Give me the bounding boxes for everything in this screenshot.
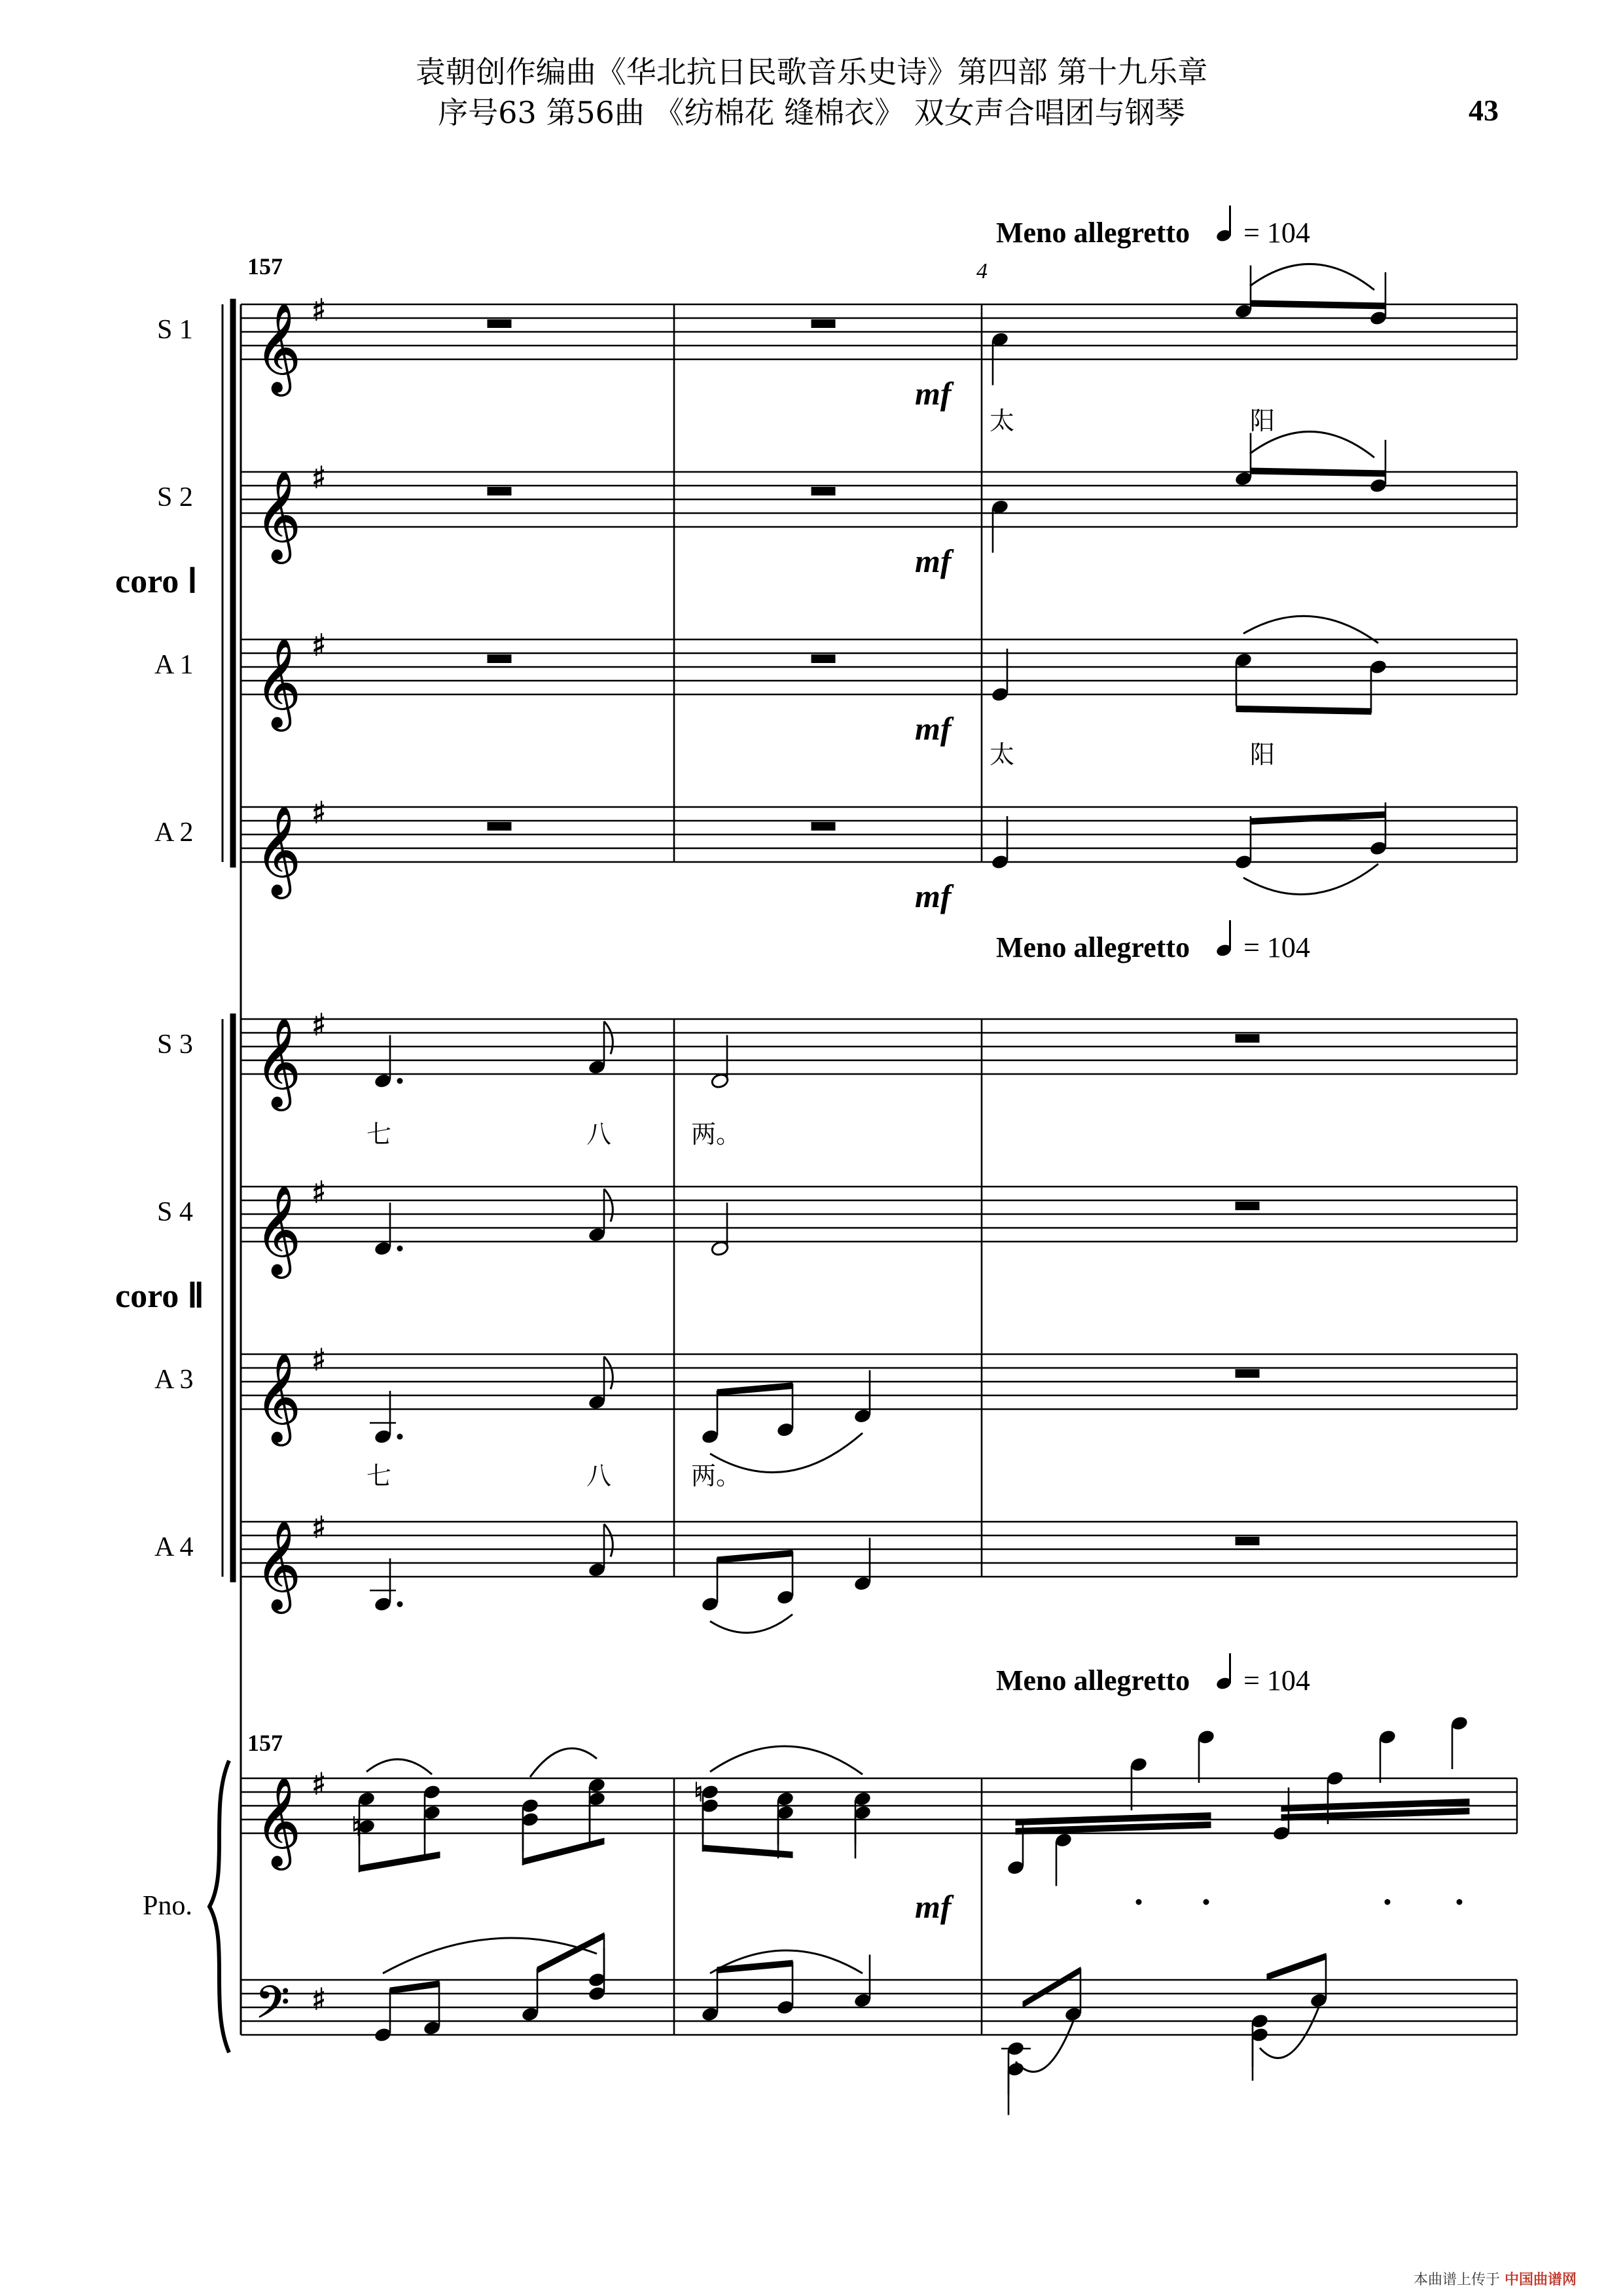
staff-label-s2: S 2 — [157, 482, 193, 512]
page-number: 43 — [1469, 94, 1499, 127]
tempo-text: Meno allegretto — [996, 1664, 1190, 1696]
lyric-a1-2: 阳 — [1250, 740, 1275, 769]
dot — [397, 1434, 402, 1439]
slur — [710, 1615, 793, 1633]
staff-label-a1: A 1 — [154, 650, 194, 680]
staccato-dot — [1204, 1899, 1209, 1905]
treble-clef-icon: 𝄞 — [255, 1776, 301, 1866]
slur — [366, 1759, 432, 1774]
key-signature-sharp-icon: ♯ — [312, 1007, 327, 1043]
dynamic-mf-a1: mf — [915, 710, 952, 747]
dynamic-mf-s2: mf — [915, 543, 952, 579]
tempo-bpm: = 104 — [1243, 931, 1310, 963]
lyric-a1-1: 太 — [990, 740, 1015, 769]
natural-icon: ♮ — [694, 1778, 704, 1808]
tempo-bpm: = 104 — [1243, 217, 1310, 249]
treble-clef-icon: 𝄞 — [255, 1519, 301, 1609]
choir-bracket — [230, 299, 236, 867]
lyric-a3-2: 八 — [586, 1462, 612, 1490]
beam — [1267, 1954, 1326, 1981]
key-signature-sharp-icon: ♯ — [312, 1766, 327, 1802]
whole-rest — [488, 655, 511, 663]
tempo-text: Meno allegretto — [996, 217, 1190, 249]
whole-rest — [1236, 1370, 1259, 1378]
beam — [717, 1960, 793, 1973]
lyric-a3-3: 两。 — [691, 1462, 741, 1490]
beam — [359, 1852, 440, 1872]
lyric-s1-1: 太 — [990, 406, 1015, 435]
key-signature-sharp-icon: ♯ — [312, 795, 327, 831]
staff-label-a3: A 3 — [154, 1365, 194, 1395]
lyric-s3-1: 七 — [366, 1120, 392, 1149]
whole-rest — [488, 320, 511, 328]
beam — [390, 1981, 439, 1994]
flag — [604, 1189, 613, 1222]
staccato-dot — [1385, 1899, 1390, 1905]
whole-rest — [812, 823, 835, 831]
beam — [523, 1839, 604, 1865]
header-title-line1: 袁朝创作编曲《华北抗日民歌音乐史诗》第四部 第十九乐章 — [415, 54, 1208, 90]
whole-rest — [1236, 1537, 1259, 1545]
group-label-coro2: coro Ⅱ — [115, 1278, 204, 1315]
lyric-a3-1: 七 — [366, 1462, 392, 1490]
footer-text: 本曲谱上传于 — [1414, 2272, 1501, 2288]
treble-clef-icon: 𝄞 — [255, 469, 301, 560]
dynamic-mf-s1: mf — [915, 375, 952, 412]
choir-bracket — [230, 1014, 236, 1582]
beam — [1236, 706, 1371, 715]
whole-rest — [812, 488, 835, 495]
lyric-s3-2: 八 — [586, 1120, 612, 1149]
staccato-dot — [1136, 1899, 1141, 1905]
staff-label-a4: A 4 — [154, 1532, 194, 1562]
natural-icon: ♮ — [351, 1812, 361, 1842]
measure-number-piano: 157 — [247, 1730, 283, 1756]
key-signature-sharp-icon: ♯ — [312, 1981, 327, 2017]
dot — [397, 1079, 402, 1084]
footer-watermark — [1414, 2269, 1577, 2289]
lyric-s1-2: 阳 — [1250, 406, 1275, 435]
whole-rest — [1236, 1202, 1259, 1210]
staccato-dot — [1457, 1899, 1462, 1905]
flag — [604, 1357, 613, 1390]
key-signature-sharp-icon: ♯ — [312, 1509, 327, 1545]
beam — [717, 1383, 793, 1396]
whole-rest — [1236, 1035, 1259, 1043]
beam — [1251, 468, 1385, 476]
tempo-text: Meno allegretto — [996, 931, 1190, 963]
lyric-s3-3: 两。 — [691, 1120, 741, 1149]
slur — [1250, 264, 1374, 290]
flag — [604, 1524, 613, 1557]
staff-label-piano: Pno. — [143, 1891, 192, 1921]
whole-rest — [488, 823, 511, 831]
slur — [710, 1433, 863, 1473]
beam — [717, 1551, 793, 1564]
voice-count-marker: 4 — [976, 259, 988, 283]
header-title-line2: 序号63 第56曲 《纺棉花 缝棉衣》 双女声合唱团与钢琴 — [438, 95, 1185, 130]
staff-label-a2: A 2 — [154, 817, 194, 848]
footer-brand: 中国曲谱网 — [1505, 2272, 1577, 2288]
whole-rest — [812, 655, 835, 663]
beam — [1023, 1967, 1080, 2008]
dot — [397, 1602, 402, 1607]
bass-clef-icon: 𝄢 — [255, 1977, 290, 2039]
measure-number: 157 — [247, 253, 283, 279]
piano-brace — [209, 1761, 229, 2053]
slur — [710, 1746, 863, 1774]
dynamic-mf-a2: mf — [915, 878, 952, 914]
slur — [1243, 864, 1378, 895]
treble-clef-icon: 𝄞 — [255, 1352, 301, 1442]
staff-label-s4: S 4 — [157, 1197, 193, 1227]
key-signature-sharp-icon: ♯ — [312, 459, 327, 495]
key-signature-sharp-icon: ♯ — [312, 1174, 327, 1210]
treble-clef-icon: 𝄞 — [255, 302, 301, 392]
key-signature-sharp-icon: ♯ — [312, 292, 327, 328]
treble-clef-icon: 𝄞 — [255, 1016, 301, 1107]
key-signature-sharp-icon: ♯ — [312, 627, 327, 663]
staff-label-s1: S 1 — [157, 315, 193, 345]
beam — [703, 1845, 793, 1858]
treble-clef-icon: 𝄞 — [255, 1184, 301, 1274]
slur — [1260, 2007, 1319, 2058]
slur — [1250, 431, 1374, 457]
slur — [1016, 2021, 1073, 2072]
flag — [604, 1022, 613, 1054]
whole-rest — [812, 320, 835, 328]
key-signature-sharp-icon: ♯ — [312, 1342, 327, 1378]
dot — [397, 1246, 402, 1251]
staff-label-s3: S 3 — [157, 1030, 193, 1060]
tempo-bpm: = 104 — [1243, 1664, 1310, 1696]
whole-rest — [488, 488, 511, 495]
beam — [1251, 812, 1385, 825]
treble-clef-icon: 𝄞 — [255, 637, 301, 727]
treble-clef-icon: 𝄞 — [255, 804, 301, 895]
dynamic-mf-piano: mf — [915, 1888, 952, 1925]
slur — [530, 1748, 597, 1777]
group-label-coro1: coro Ⅰ — [115, 563, 198, 600]
beam — [1251, 300, 1385, 309]
